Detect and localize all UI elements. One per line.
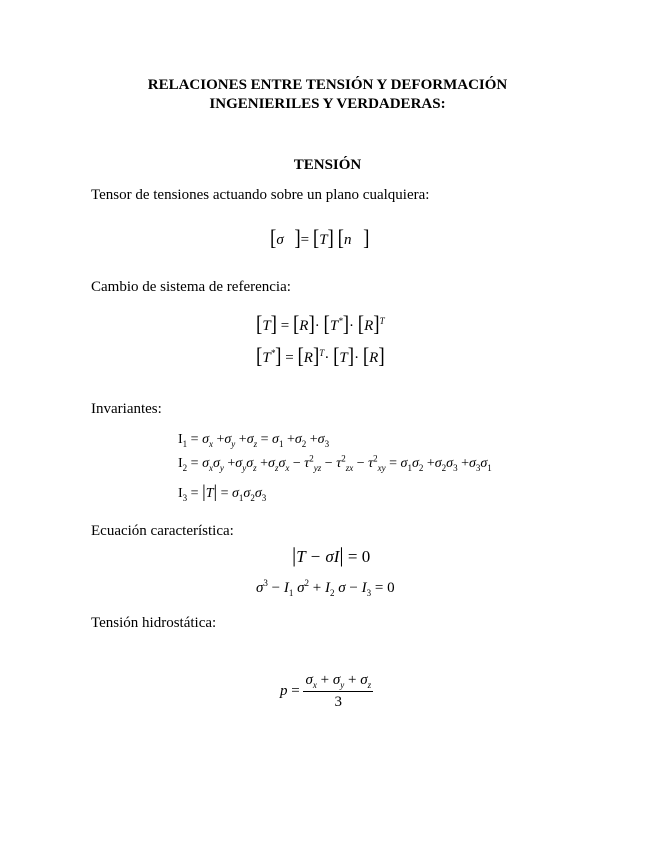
equation-transform-2: $[T^*] = [R]^T\cdot [T]\cdot [R]$ — [256, 344, 385, 369]
document-title-line-2: INGENIERILES Y VERDADERAS: — [209, 96, 446, 112]
hydrostatic-fraction: $\frac{\sigma_x + \sigma_y + \sigma_z}{3}$ — [305, 672, 372, 710]
invariant-index-3: 3 — [182, 492, 188, 503]
invariant-label-3: I — [178, 486, 183, 501]
equation-invariant-3: $I_3 = |T| = \sigma_1\sigma_2\sigma_3$ — [178, 481, 267, 503]
fraction-denominator: 3 — [334, 694, 343, 710]
equation-stress-vector: [σ⃗]= [T] [n⃗] — [270, 226, 370, 251]
cubic-rhs: = 0 — [374, 580, 395, 596]
equation-characteristic-determinant: |T − σI| = 0 — [292, 543, 371, 567]
paragraph-hidrostatica: Tensión hidrostática: — [91, 615, 217, 631]
invariant-label-2: I — [178, 456, 183, 471]
invariant-label-1: I — [178, 432, 183, 447]
equation-invariant-2: $I_2 = \sigma_x\sigma_y +\sigma_y\sigma_z +\sigma_z\sigma_x - \tau^2_{yz} - \tau^2_{zx} - \tau^2_{xy} = \sigma_1\sigma_2 +\sigma_2\sigma_3 +\sigma_3\sigma_1$ — [178, 453, 492, 473]
paragraph-cambio: Cambio de sistema de referencia: — [91, 279, 291, 295]
paragraph-tensor: Tensor de tensiones actuando sobre un plano cualquiera: — [91, 187, 430, 203]
paragraph-ecuacion: Ecuación característica: — [91, 523, 234, 539]
equation-hydrostatic-pressure: p = $\frac{\sigma_x + \sigma_y + \sigma_z}{3}$ — [280, 672, 372, 710]
equation-transform-1: $[T] = [R]\cdot [T^*]\cdot [R]^T$ — [256, 312, 385, 337]
invariant-index-1: 1 — [182, 438, 188, 449]
section-heading-tension: TENSIÓN — [293, 157, 362, 173]
characteristic-rhs: = 0 — [347, 547, 371, 566]
document-title-line-1: RELACIONES ENTRE TENSIÓN Y DEFORMACIÓN — [147, 77, 508, 93]
equation-invariant-1: $I_1 = \sigma_x +\sigma_y +\sigma_z = \sigma_1 +\sigma_2 +\sigma_3$ — [178, 432, 330, 449]
paragraph-invariantes: Invariantes: — [91, 401, 162, 417]
equation-characteristic-cubic: $\sigma^3 - I_1$ $\sigma^2 + I_2$ $\sigma - I_3 = 0$ — [256, 578, 395, 598]
invariant-index-2: 2 — [182, 462, 188, 473]
